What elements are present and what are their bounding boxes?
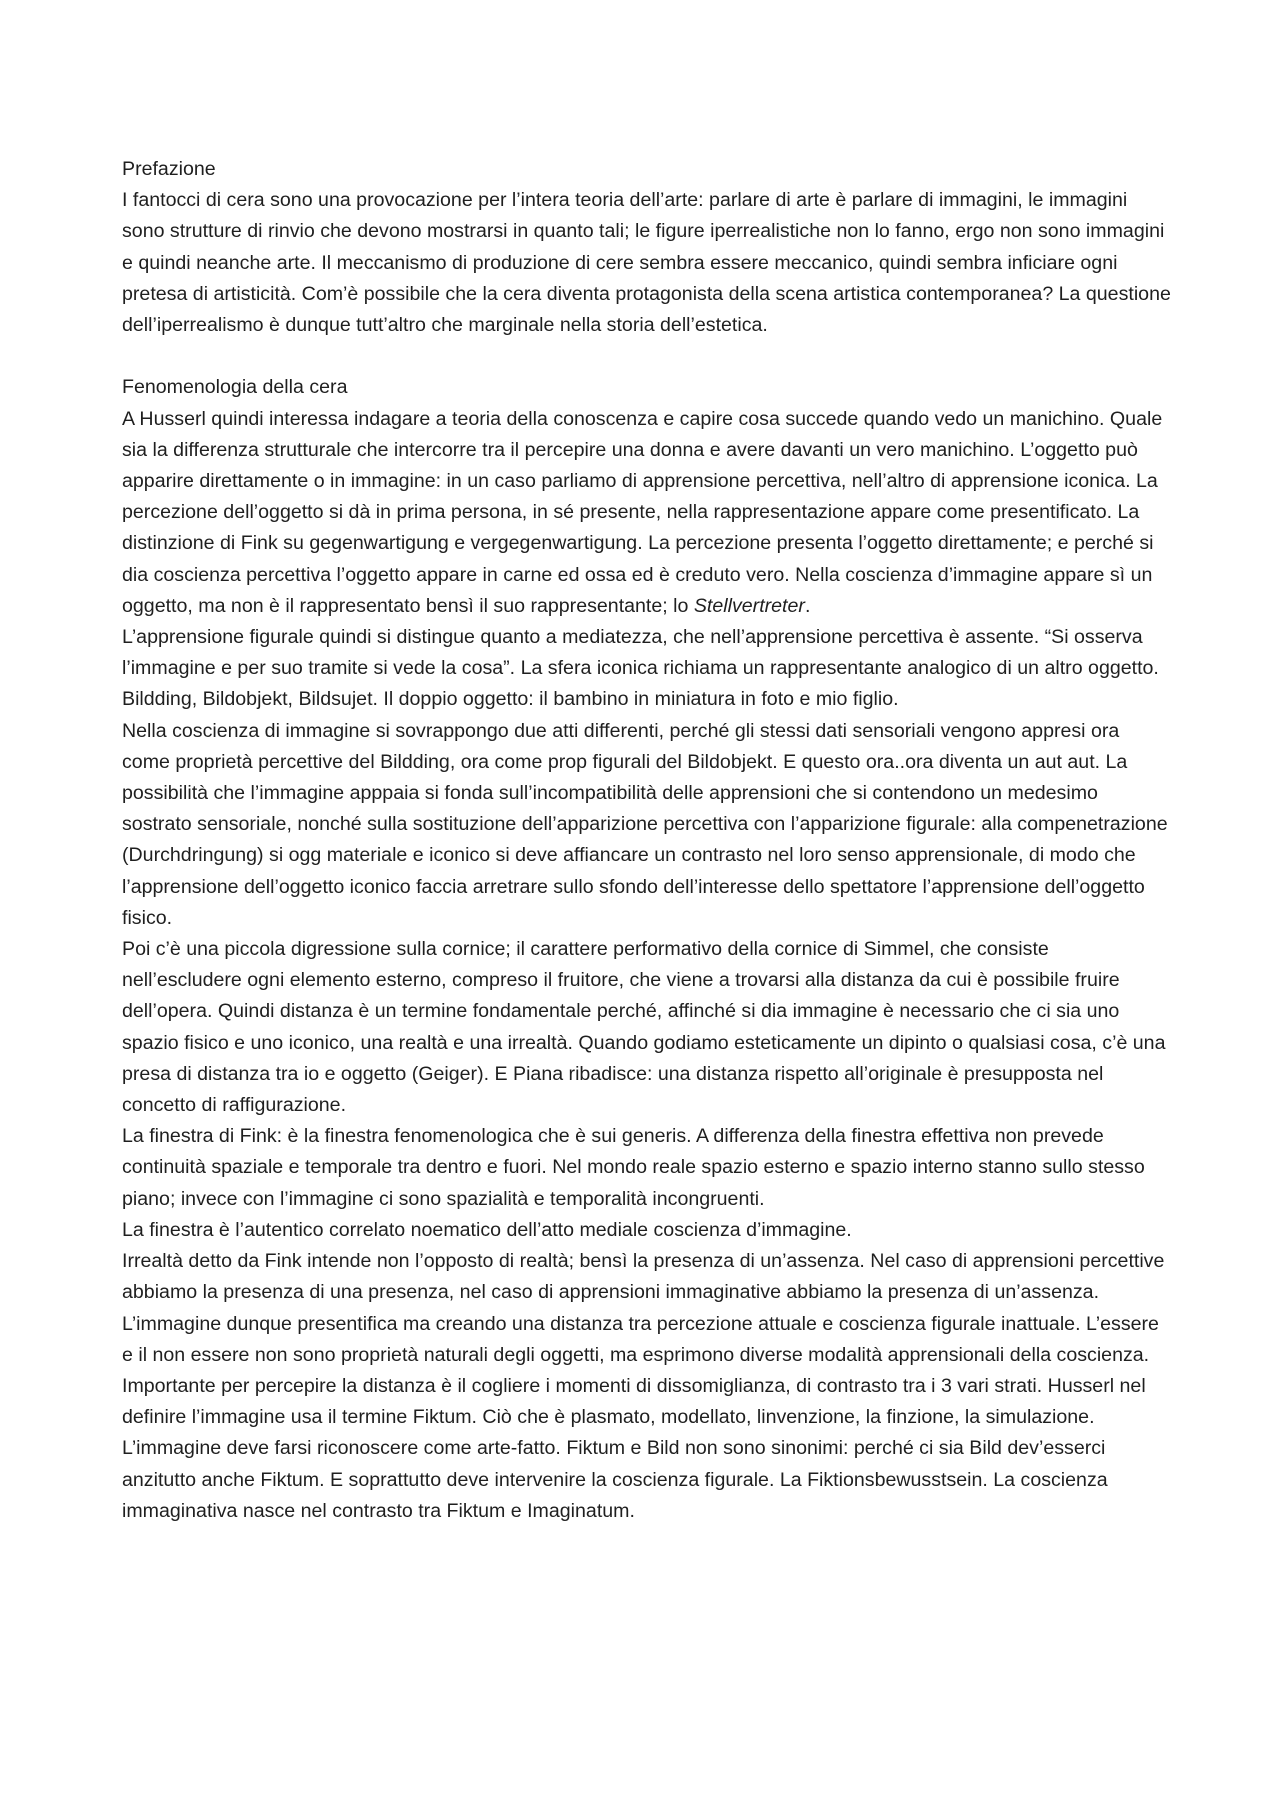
paragraph-fenomenologia-3: Bildding, Bildobjekt, Bildsujet. Il doppio oggetto: il bambino in miniatura in foto e mio figlio. [122,688,899,711]
paragraph-fenomenologia-2: L’apprensione figurale quindi si distingue quanto a mediatezza, che nell’apprensione percettiva è assente. “Si osserva l’immagine e per suo tramite si vede la cosa”. La sfera iconica richiama un rappresentante analogico di un altro oggetto. [122,626,1159,680]
paragraph-fenomenologia-10: Importante per percepire la distanza è il cogliere i momenti di dissomiglianza, di contrasto tra i 3 vari strati. Husserl nel definire l’immagine usa il termine Fiktum. Ciò che è plasmato, modellato, linvenzione, la finzione, la simulazione. L’immagine deve farsi riconoscere come arte-fatto. Fiktum e Bild non sono sinonimi: perché ci sia Bild dev’esserci anzitutto anche Fiktum. E soprattutto deve intervenire la coscienza figurale. La Fiktionsbewusstsein. La coscienza immaginativa nasce nel contrasto tra Fiktum e Imaginatum. [122,1374,1146,1522]
paragraph-end: . [804,594,811,617]
document-page [122,154,1172,1527]
paragraph-fenomenologia-7: La finestra è l’autentico correlato noematico dell’atto mediale coscienza d’immagine. [122,1218,852,1241]
paragraph-fenomenologia-8: Irrealtà detto da Fink intende non l’opposto di realtà; bensì la presenza di un’assenza. Nel caso di apprensioni percettive abbiamo la presenza di una presenza, nel caso di apprensioni immaginative abbiamo la presenza di un’assenza. [122,1250,1165,1304]
paragraph-fenomenologia-5: Poi c’è una piccola digressione sulla cornice; il carattere performativo della cornice di Simmel, che consiste nell’escludere ogni elemento esterno, compreso il fruitore, che viene a trovarsi alla distanza da cui è possibile fruire dell’opera. Quindi distanza è un termine fondamentale perché, affinché si dia immagine è necessario che ci sia uno spazio fisico e uno iconico, una realtà e una irrealtà. Quando godiamo esteticamente un dipinto o qualsiasi cosa, c’è una presa di distanza tra io e oggetto (Geiger). E Piana ribadisce: una distanza rispetto all’originale è presupposta nel concetto di raffigurazione. [122,938,1166,1117]
italic-term: Stellvertreter [693,594,805,617]
section-heading-fenomenologia: Fenomenologia della cera [122,376,348,399]
paragraph-fenomenologia-9: L’immagine dunque presentifica ma creando una distanza tra percezione attuale e coscienza figurale inattuale. L’essere e il non essere non sono proprietà naturali degli oggetti, ma esprimono diverse modalità apprensionali della coscienza. [122,1312,1159,1366]
paragraph-fenomenologia-6: La finestra di Fink: è la finestra fenomenologica che è sui generis. A differenza della finestra effettiva non prevede continuità spaziale e temporale tra dentro e fuori. Nel mondo reale spazio esterno e spazio interno stanno sullo stesso piano; invece con l’immagine ci sono spazialità e temporalità incongruenti. [122,1125,1145,1210]
paragraph-text: A Husserl quindi interessa indagare a teoria della conoscenza e capire cosa succede quando vedo un manichino. Quale sia la differenza strutturale che intercorre tra il percepire una donna e avere davanti un vero manichino. L’oggetto può apparire direttamente o in immagine: in un caso parliamo di apprensione percettiva, nell’altro di apprensione iconica. La percezione dell’oggetto si dà in prima persona, in sé presente, nella rappresentazione appare come presentificato. La distinzione di Fink su gegenwartigung e vergegenwartigung. La percezione presenta l’oggetto direttamente; e perché si dia coscienza percettiva l’oggetto appare in carne ed ossa ed è creduto vero. Nella coscienza d’immagine appare sì un oggetto, ma non è il rappresentato bensì il suo rappresentante; lo [122,407,1163,617]
paragraph-prefazione-1: I fantocci di cera sono una provocazione per l’intera teoria dell’arte: parlare di arte è parlare di immagini, le immagini sono strutture di rinvio che devono mostrarsi in quanto tali; le figure iperrealistiche non lo fanno, ergo non sono immagini e quindi neanche arte. Il meccanismo di produzione di cere sembra essere meccanico, quindi sembra inficiare ogni pretesa di artisticità. Com’è possibile che la cera diventa protagonista della scena artistica contemporanea? La questione dell’iperrealismo è dunque tutt’altro che marginale nella storia dell’estetica. [122,189,1171,337]
section-heading-prefazione: Prefazione [122,158,216,180]
blank-line [122,341,1172,372]
paragraph-fenomenologia-1 [122,404,1172,622]
paragraph-fenomenologia-4: Nella coscienza di immagine si sovrappongo due atti differenti, perché gli stessi dati sensoriali vengono appresi ora come proprietà percettive del Bildding, ora come prop figurali del Bildobjekt. E questo ora..ora diventa un aut aut. La possibilità che l’immagine apppaia si fonda sull’incompatibilità delle apprensioni che si contendono un medesimo sostrato sensoriale, nonché sulla sostituzione dell’apparizione percettiva con l’apparizione figurale: alla compenetrazione (Durchdringung) si ogg materiale e iconico si deve affiancare un contrasto nel loro senso apprensionale, di modo che l’apprensione dell’oggetto iconico faccia arretrare sullo sfondo dell’interesse dello spettatore l’apprensione dell’oggetto fisico. [122,719,1168,929]
